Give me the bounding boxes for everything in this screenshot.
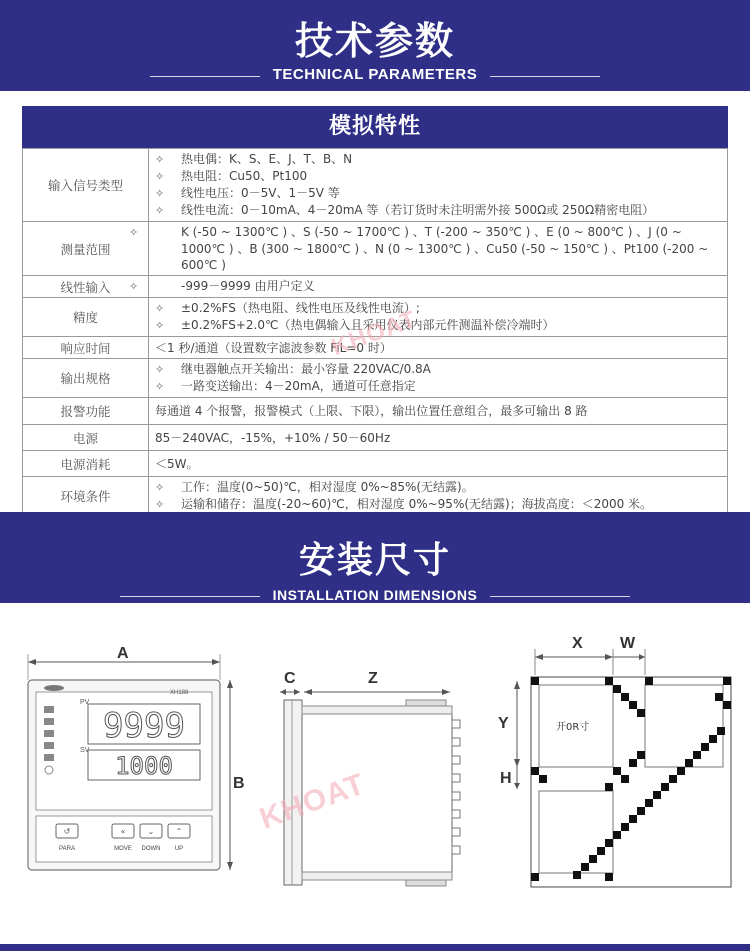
value-line [155,378,721,395]
watermark-logo: KHOAT [255,767,370,836]
bullet-icon: ✧ [129,226,139,239]
dimension-c-label: C [284,670,296,687]
bullet-icon: ✧ [155,302,165,315]
value-line [155,496,721,513]
value-text: 一路变送输出：4－20mA，通道可任意指定 [181,379,416,393]
double-left-icon: « [120,827,126,836]
dimension-w-label: W [620,635,636,652]
value-line [155,151,721,168]
pv-display: 9999 [103,706,185,746]
row-label: 电源消耗 [23,451,149,477]
value-text: ＜5W。 [155,456,199,471]
model-label: XH188 [170,690,189,696]
divider [150,76,260,77]
table-row [23,477,728,516]
value-text: 线性电压：0－5V、1－5V 等 [181,186,340,200]
value-text: ±0.2%FS（热电阻、线性电压及线性电流）; [181,301,420,315]
bullet-icon: ✧ [155,498,165,511]
return-icon: ↺ [63,827,71,836]
row-label: 响应时间 [23,337,149,359]
row-label: 报警功能 [23,398,149,425]
table-row [23,276,728,298]
row-label: 精度 [23,298,149,337]
row-label: 输出规格 [23,359,149,398]
front-panel-diagram [20,640,240,910]
bullet-icon: ✧ [155,481,165,494]
section-header-technical [0,0,750,91]
value-text: ±0.2%FS+2.0℃（热电偶输入且采用仪表内部元件测温补偿冷端时） [181,318,555,332]
value-text: 运输和储存：温度(-20~60)℃，相对湿度 0%~95%(无结露)；海拔高度：＜2000 米。 [181,497,653,511]
value-line [155,361,721,378]
value-text: K (-50 ~ 1300℃ ) 、S (-50 ~ 1700℃ ) 、T (-200 ~ 350℃ ) 、E (0 ~ 800℃ ) 、J (0 ~ 1000℃ ) 、B (300 ~ 1800℃ ) 、N (0 ~ 1300℃ ) 、Cu50 (-50 ~ 150℃ ) 、Pt100 (-200 ~ 600℃ ) [181,225,709,272]
value-text: 每通道 4 个报警，报警模式（上限、下限），输出位置任意组合，最多可输出 8 路 [155,404,588,418]
value-line [155,300,721,317]
dimension-z-label: Z [368,670,378,687]
divider [490,76,600,77]
value-line [155,202,721,219]
sv-display: 1000 [115,752,173,780]
row-value [149,337,728,359]
dimension-h-label: H [500,770,512,787]
row-value [149,451,728,477]
row-value [149,425,728,451]
value-text: 继电器触点开关输出：最小容量 220VAC/0.8A [181,362,431,376]
bullet-icon: ✧ [155,319,165,332]
section-title-cn: 安装尺寸 [298,540,451,581]
table-subheader: 模拟特性 [22,106,728,148]
value-line [129,278,721,295]
divider [490,596,630,597]
para-button-label: PARA [59,846,75,852]
pv-label: PV [80,699,90,706]
sv-label: SV [80,747,90,754]
section-title-cn: 技术参数 [294,19,455,63]
row-value [149,149,728,222]
value-line [155,168,721,185]
row-value [149,359,728,398]
table-row [23,149,728,222]
table-row [23,451,728,477]
value-text: 线性电流：0－10mA、4－20mA 等（若订货时未注明需外接 500Ω或 250Ω精密电阻） [181,203,655,217]
table-row [23,425,728,451]
row-label: 输入信号类型 [23,149,149,222]
bullet-icon: ✧ [155,380,165,393]
table-row [23,398,728,425]
bullet-icon: ✧ [155,204,165,217]
value-text: 热电偶：K、S、E、J、T、B、N [181,152,353,166]
panel-cutout-diagram [495,635,740,900]
double-down-icon: ⌄ [147,827,155,836]
value-text: ＜1 秒/通道（设置数字滤波参数 FiL=0 时） [155,340,392,355]
row-value [129,222,728,276]
row-label: 测量范围 [23,222,149,276]
value-line [129,224,721,273]
down-button-label: DOWN [141,846,161,852]
section-title-en: TECHNICAL PARAMETERS [272,66,478,83]
value-text: 热电阻：Cu50、Pt100 [181,169,308,183]
bullet-icon: ✧ [155,187,165,200]
value-text: 工作：温度(0~50)℃，相对湿度 0%~85%(无结露)。 [181,480,474,494]
section-title-en: INSTALLATION DIMENSIONS [272,587,478,603]
row-label: 环境条件 [23,477,149,516]
row-label: 线性输入 [23,276,149,298]
row-value [149,298,728,337]
row-value [149,398,728,425]
cutout-label: 开0R寸 [556,722,590,733]
watermark-logo: KHOAT [327,305,421,362]
section-header-installation [0,512,750,603]
move-button-label: MOVE [114,846,132,852]
table-row [23,359,728,398]
value-line [155,185,721,202]
row-value [129,276,728,298]
up-button-label: UP [174,846,184,852]
bullet-icon: ✧ [155,363,165,376]
double-up-icon: ⌃ [175,827,183,836]
dimension-b-label: B [233,775,245,792]
bullet-icon: ✧ [155,170,165,183]
row-label: 电源 [23,425,149,451]
bullet-icon: ✧ [155,153,165,166]
dimension-y-label: Y [498,715,509,732]
dimension-a-label: A [117,645,129,662]
dimension-x-label: X [572,635,583,652]
value-text: -999－9999 由用户定义 [181,279,315,293]
table-row [23,222,728,276]
footer-bar [0,944,750,951]
divider [120,596,260,597]
value-line [155,479,721,496]
bullet-icon: ✧ [129,280,139,293]
value-line [155,317,721,334]
row-value [149,477,728,516]
value-text: 85－240VAC，-15%，+10% / 50－60Hz [155,430,391,445]
